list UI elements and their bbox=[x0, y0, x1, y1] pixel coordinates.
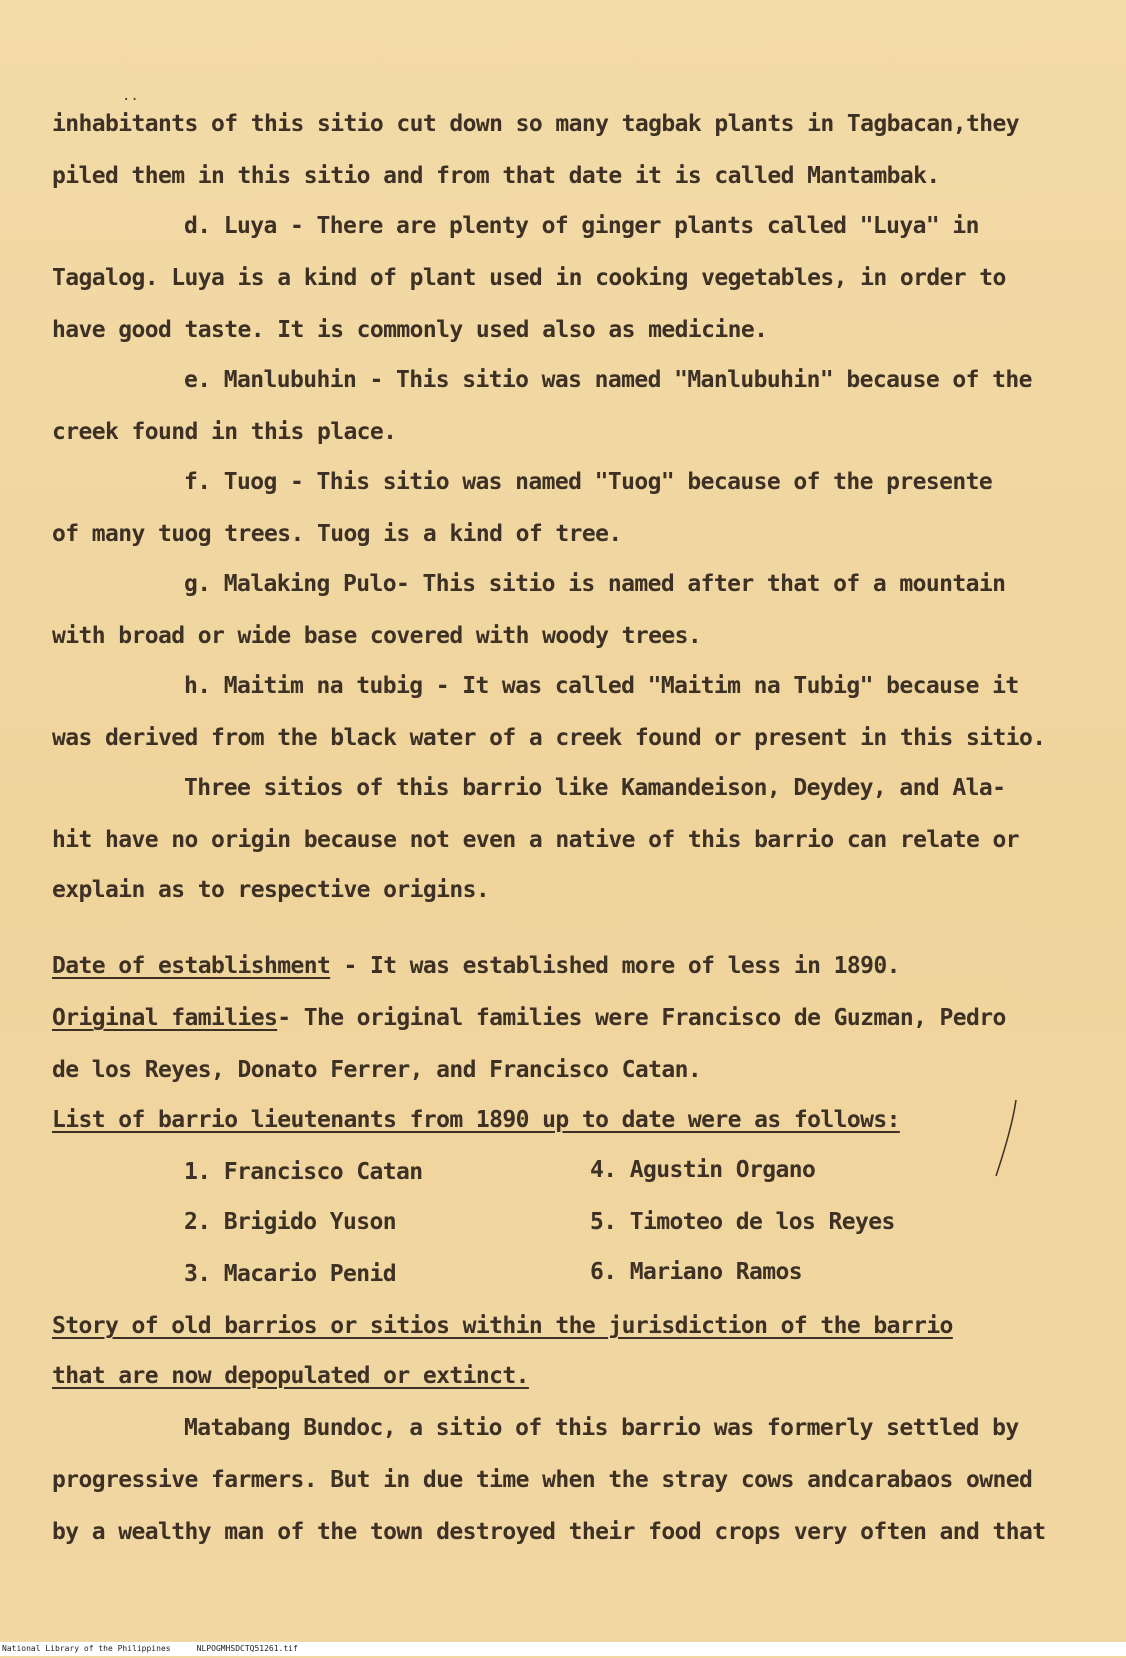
families-continuation: de los Reyes, Donato Ferrer, and Francisco Catan. bbox=[52, 1057, 702, 1083]
establishment-line bbox=[52, 952, 900, 980]
text-line: d. Luya - There are plenty of ginger plants called "Luya" in bbox=[184, 213, 979, 239]
text-line: Tagalog. Luya is a kind of plant used in cooking vegetables, in order to bbox=[52, 265, 1006, 291]
top-mark: .. bbox=[122, 88, 139, 104]
story-heading-continuation: that are now depopulated or extinct. bbox=[52, 1363, 529, 1389]
text-line: piled them in this sitio and from that date it is called Mantambak. bbox=[52, 163, 940, 189]
text-line: explain as to respective origins. bbox=[52, 877, 490, 903]
text-line: with broad or wide base covered with woody trees. bbox=[52, 623, 702, 649]
lieutenant-item: 2. Brigido Yuson bbox=[184, 1209, 396, 1235]
lieutenant-item: 5. Timoteo de los Reyes bbox=[590, 1209, 895, 1235]
text-line: creek found in this place. bbox=[52, 419, 397, 445]
text-line: of many tuog trees. Tuog is a kind of tree. bbox=[52, 521, 622, 547]
story-heading: Story of old barrios or sitios within the jurisdiction of the barrio bbox=[52, 1313, 953, 1339]
text-line: hit have no origin because not even a native of this barrio can relate or bbox=[52, 827, 1020, 853]
text-line: f. Tuog - This sitio was named "Tuog" because of the presente bbox=[184, 469, 993, 495]
lieutenant-item: 3. Macario Penid bbox=[184, 1261, 396, 1287]
text-line: inhabitants of this sitio cut down so many tagbak plants in Tagbacan,they bbox=[52, 111, 1020, 137]
scan-footer bbox=[0, 1642, 1126, 1656]
establishment-label: Date of establishment bbox=[52, 953, 331, 979]
story-line: Matabang Bundoc, a sitio of this barrio was formerly settled by bbox=[184, 1415, 1019, 1441]
footer-institution: National Library of the Philippines bbox=[2, 1644, 171, 1653]
establishment-text: - It was established more of less in 1890. bbox=[330, 953, 900, 979]
lieutenant-item: 4. Agustin Organo bbox=[590, 1157, 816, 1183]
text-line: g. Malaking Pulo- This sitio is named after that of a mountain bbox=[184, 571, 1006, 597]
text-line: h. Maitim na tubig - It was called "Maitim na Tubig" because it bbox=[184, 673, 1019, 699]
lieutenant-item: 6. Mariano Ramos bbox=[590, 1259, 802, 1285]
text-line: have good taste. It is commonly used also as medicine. bbox=[52, 317, 768, 343]
families-label: Original families bbox=[52, 1005, 278, 1031]
story-line: by a wealthy man of the town destroyed their food crops very often and that bbox=[52, 1519, 1046, 1545]
text-line: e. Manlubuhin - This sitio was named "Manlubuhin" because of the bbox=[184, 367, 1032, 393]
pen-mark bbox=[990, 1098, 1020, 1178]
story-line: progressive farmers. But in due time when the stray cows andcarabaos owned bbox=[52, 1467, 1033, 1493]
lieutenants-heading: List of barrio lieutenants from 1890 up to date were as follows: bbox=[52, 1107, 900, 1133]
lieutenant-item: 1. Francisco Catan bbox=[184, 1159, 423, 1185]
text-line: Three sitios of this barrio like Kamandeison, Deydey, and Ala- bbox=[184, 775, 1006, 801]
text-line: was derived from the black water of a creek found or present in this sitio. bbox=[52, 725, 1046, 751]
footer-file-id: NLPOGMHSDCTQ51261.tif bbox=[196, 1644, 298, 1653]
families-line bbox=[52, 1004, 1006, 1032]
families-text: - The original families were Francisco de Guzman, Pedro bbox=[277, 1005, 1006, 1031]
